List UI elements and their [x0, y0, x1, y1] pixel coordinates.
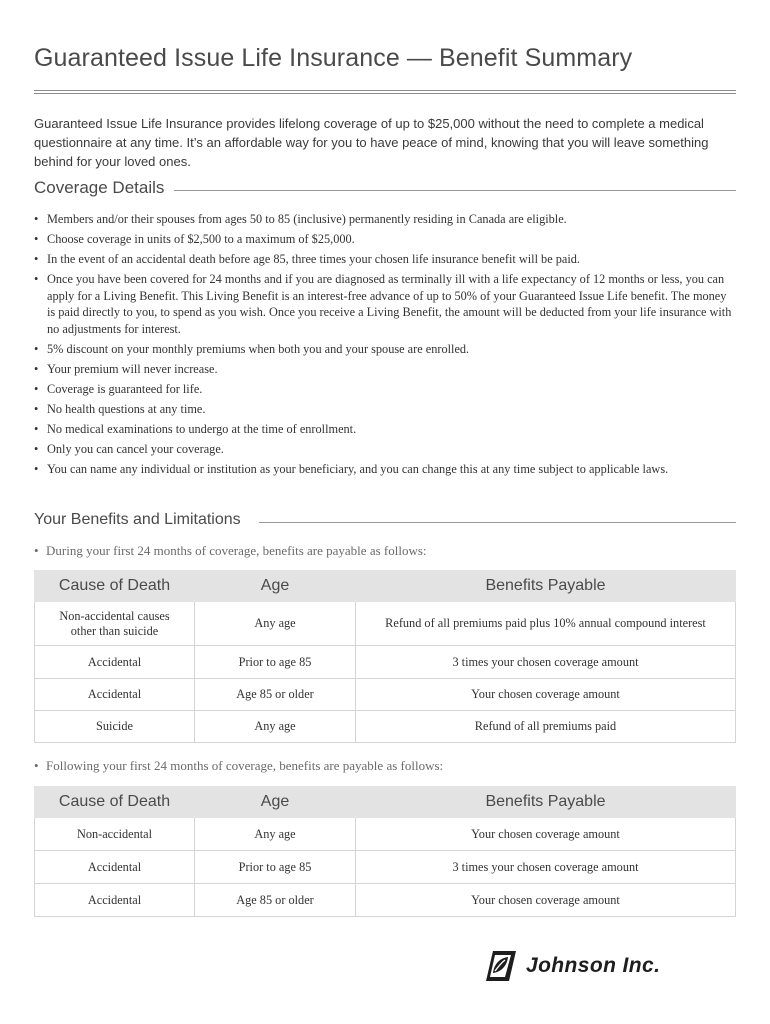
table-row	[35, 646, 736, 679]
cause-cell: Accidental	[35, 679, 195, 711]
list-item: • Choose coverage in units of $2,500 to a maximum of $25,000.	[34, 231, 734, 248]
first-period-note: • During your first 24 months of coverage, benefits are payable as follows:	[34, 543, 427, 559]
company-logo	[484, 948, 738, 984]
coverage-list	[34, 211, 734, 482]
table-row	[35, 711, 736, 743]
column-header-cause: Cause of Death	[35, 787, 195, 818]
column-header-age: Age	[195, 787, 356, 818]
intro-paragraph: Guaranteed Issue Life Insurance provides lifelong coverage of up to $25,000 without the need to complete a medical questionnaire at any time. It’s an affordable way for you to have peace of mind, knowing that you will leave something behind for your loved ones.	[34, 116, 709, 169]
company-name: Johnson Inc.	[526, 954, 661, 977]
after-period-note: • Following your first 24 months of coverage, benefits are payable as follows:	[34, 758, 443, 774]
page-title: Guaranteed Issue Life Insurance — Benefit Summary	[34, 44, 633, 72]
list-item: • No health questions at any time.	[34, 401, 734, 418]
list-item: • Only you can cancel your coverage.	[34, 441, 734, 458]
column-header-benefits: Benefits Payable	[356, 571, 736, 602]
column-header-benefits: Benefits Payable	[356, 787, 736, 818]
first-period-table	[34, 570, 736, 743]
age-cell: Prior to age 85	[195, 646, 356, 679]
age-cell: Any age	[195, 711, 356, 743]
column-header-cause: Cause of Death	[35, 571, 195, 602]
list-item: • 5% discount on your monthly premiums when both you and your spouse are enrolled.	[34, 341, 734, 358]
benefit-cell: Refund of all premiums paid plus 10% annual compound interest	[356, 602, 736, 646]
title-divider	[34, 90, 736, 94]
list-item: • Members and/or their spouses from ages 50 to 85 (inclusive) permanently residing in Canada are eligible.	[34, 211, 734, 228]
age-cell: Age 85 or older	[195, 679, 356, 711]
coverage-heading-rule	[174, 190, 736, 191]
list-item: • Your premium will never increase.	[34, 361, 734, 378]
cause-cell: Non-accidental	[35, 818, 195, 851]
table-row	[35, 679, 736, 711]
age-cell: Any age	[195, 818, 356, 851]
list-item: • Coverage is guaranteed for life.	[34, 381, 734, 398]
list-item: • In the event of an accidental death before age 85, three times your chosen life insurance benefit will be paid.	[34, 251, 734, 268]
table-row	[35, 602, 736, 646]
list-item: • Once you have been covered for 24 months and if you are diagnosed as terminally ill with a life expectancy of 12 months or less, you can apply for a Living Benefit. This Living Benefit is an interest-free advance of up to 50% of your Guaranteed Issue Life benefit. The money is paid directly to you, to spend as you wish. Once you receive a Living Benefit, the amount will be deducted from your life insurance with no adjustments for interest.	[34, 271, 734, 337]
after-period-table	[34, 786, 736, 917]
age-cell: Age 85 or older	[195, 884, 356, 917]
benefit-cell: 3 times your chosen coverage amount	[356, 646, 736, 679]
benefit-cell: 3 times your chosen coverage amount	[356, 851, 736, 884]
coverage-section-heading	[34, 178, 736, 198]
benefit-cell: Your chosen coverage amount	[356, 679, 736, 711]
table-row	[35, 884, 736, 917]
column-header-age: Age	[195, 571, 356, 602]
table-header-row	[35, 571, 736, 602]
table-row	[35, 851, 736, 884]
benefit-cell: Refund of all premiums paid	[356, 711, 736, 743]
list-item: • You can name any individual or institution as your beneficiary, and you can change this at any time subject to applicable laws.	[34, 461, 734, 478]
benefit-cell: Your chosen coverage amount	[356, 818, 736, 851]
cause-cell: Non-accidental causes other than suicide	[35, 602, 195, 646]
table-row	[35, 818, 736, 851]
cause-cell: Accidental	[35, 851, 195, 884]
benefits-heading-text: Your Benefits and Limitations	[34, 511, 241, 528]
age-cell: Prior to age 85	[195, 851, 356, 884]
benefits-section-heading	[34, 511, 736, 529]
johnson-leaf-icon	[484, 949, 518, 983]
coverage-heading-text: Coverage Details	[34, 178, 165, 197]
cause-cell: Accidental	[35, 646, 195, 679]
age-cell: Any age	[195, 602, 356, 646]
table-header-row	[35, 787, 736, 818]
cause-cell: Accidental	[35, 884, 195, 917]
benefits-heading-rule	[259, 522, 736, 523]
benefit-cell: Your chosen coverage amount	[356, 884, 736, 917]
cause-cell: Suicide	[35, 711, 195, 743]
list-item: • No medical examinations to undergo at the time of enrollment.	[34, 421, 734, 438]
